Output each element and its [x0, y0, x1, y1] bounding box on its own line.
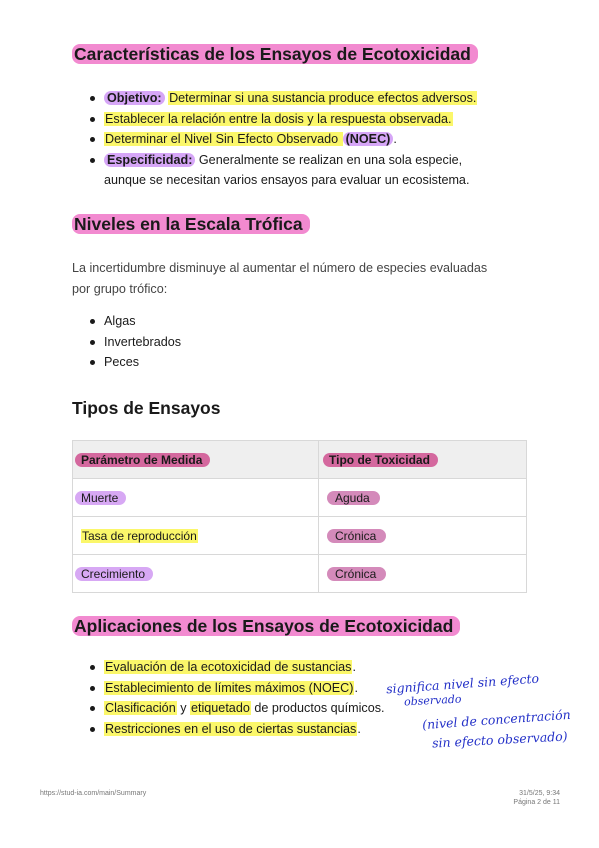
list-item [72, 150, 532, 191]
aplicaciones-list [72, 657, 392, 739]
heading-highlight: Niveles en la Escala Trófica [72, 214, 310, 234]
item-tail: . [354, 680, 358, 695]
noec-label: (NOEC) [343, 132, 394, 146]
list-item [72, 719, 392, 740]
list-item [72, 678, 392, 699]
section-heading-tipos: Tipos de Ensayos [72, 398, 221, 418]
item-text: Evaluación de la ecotoxicidad de sustancias [105, 660, 352, 674]
footer-page-number: Página 2 de 11 [513, 799, 560, 806]
caracteristicas-list [72, 88, 532, 191]
noec-text: Determinar el Nivel Sin Efecto Observado [105, 132, 342, 146]
incertidumbre-paragraph [72, 258, 542, 299]
footer-datetime: 31/5/25, 9:34 [519, 790, 560, 797]
objetivo-text: Determinar si una sustancia produce efectos adversos. [169, 91, 477, 105]
item-tail: de productos químicos. [250, 701, 385, 715]
header-highlight: Parámetro de Medida [75, 453, 210, 467]
paragraph-line: por grupo trófico: [72, 281, 168, 296]
list-item [72, 109, 532, 130]
table-cell [319, 517, 527, 555]
section-heading-aplicaciones [72, 616, 460, 637]
table-cell [319, 555, 527, 593]
list-item [72, 88, 532, 109]
handwritten-note-line3: (nivel de concentración [421, 706, 572, 733]
table-cell [73, 517, 319, 555]
list-item [72, 129, 532, 150]
heading-highlight: Características de los Ensayos de Ecotoxicidad [72, 44, 478, 64]
cell-highlight: Muerte [75, 491, 126, 505]
cell-highlight: Tasa de reproducción [82, 528, 197, 543]
cell-highlight: Crecimiento [75, 567, 153, 581]
handwritten-note-line4: sin efecto observado) [431, 728, 568, 751]
especificidad-text-2: aunque se necesitan varios ensayos para evaluar un ecosistema. [104, 173, 470, 187]
item-text: Establecimiento de límites máximos (NOEC) [105, 680, 354, 695]
table-cell [73, 479, 319, 517]
section-heading-caracteristicas [72, 44, 478, 65]
objetivo-label: Objetivo: [104, 91, 165, 105]
item-text: Clasificación [105, 701, 176, 715]
table-cell [319, 479, 527, 517]
list-item: Invertebrados [72, 332, 181, 353]
especificidad-text: Generalmente se realizan en una sola especie, [198, 152, 463, 167]
handwritten-note-line2: observado [403, 692, 462, 709]
especificidad-label: Especificidad: [104, 153, 195, 167]
list-item [72, 698, 392, 719]
table-row [73, 517, 527, 555]
table-cell [73, 555, 319, 593]
table-header-row [73, 441, 527, 479]
heading-highlight: Aplicaciones de los Ensayos de Ecotoxicidad [72, 616, 460, 636]
item-text: etiquetado [191, 701, 250, 715]
handwritten-note-line1: significa nivel sin efecto [385, 670, 540, 697]
item-mid: y [176, 701, 190, 715]
cell-highlight: Crónica [327, 529, 386, 543]
item-tail: . [357, 721, 361, 736]
cell-highlight: Crónica [327, 567, 386, 581]
table-row [73, 555, 527, 593]
list-item [72, 657, 392, 678]
cell-highlight: Aguda [327, 491, 380, 505]
section-heading-niveles [72, 214, 310, 235]
dosis-text: Establecer la relación entre la dosis y la respuesta observada. [105, 111, 452, 126]
footer-url: https://stud-ia.com/main/Summary [40, 790, 147, 797]
noec-period: . [393, 132, 397, 146]
table-row [73, 479, 527, 517]
header-highlight: Tipo de Toxicidad [323, 453, 438, 467]
niveles-list [72, 311, 181, 373]
table-header-cell [319, 441, 527, 479]
item-tail: . [352, 660, 356, 674]
paragraph-line: La incertidumbre disminuye al aumentar el número de especies evaluadas [72, 261, 488, 275]
list-item: Algas [72, 311, 181, 332]
tipos-table [72, 440, 527, 593]
table-header-cell [73, 441, 319, 479]
list-item: Peces [72, 352, 181, 373]
item-text: Restricciones en el uso de ciertas sustancias [105, 721, 357, 736]
